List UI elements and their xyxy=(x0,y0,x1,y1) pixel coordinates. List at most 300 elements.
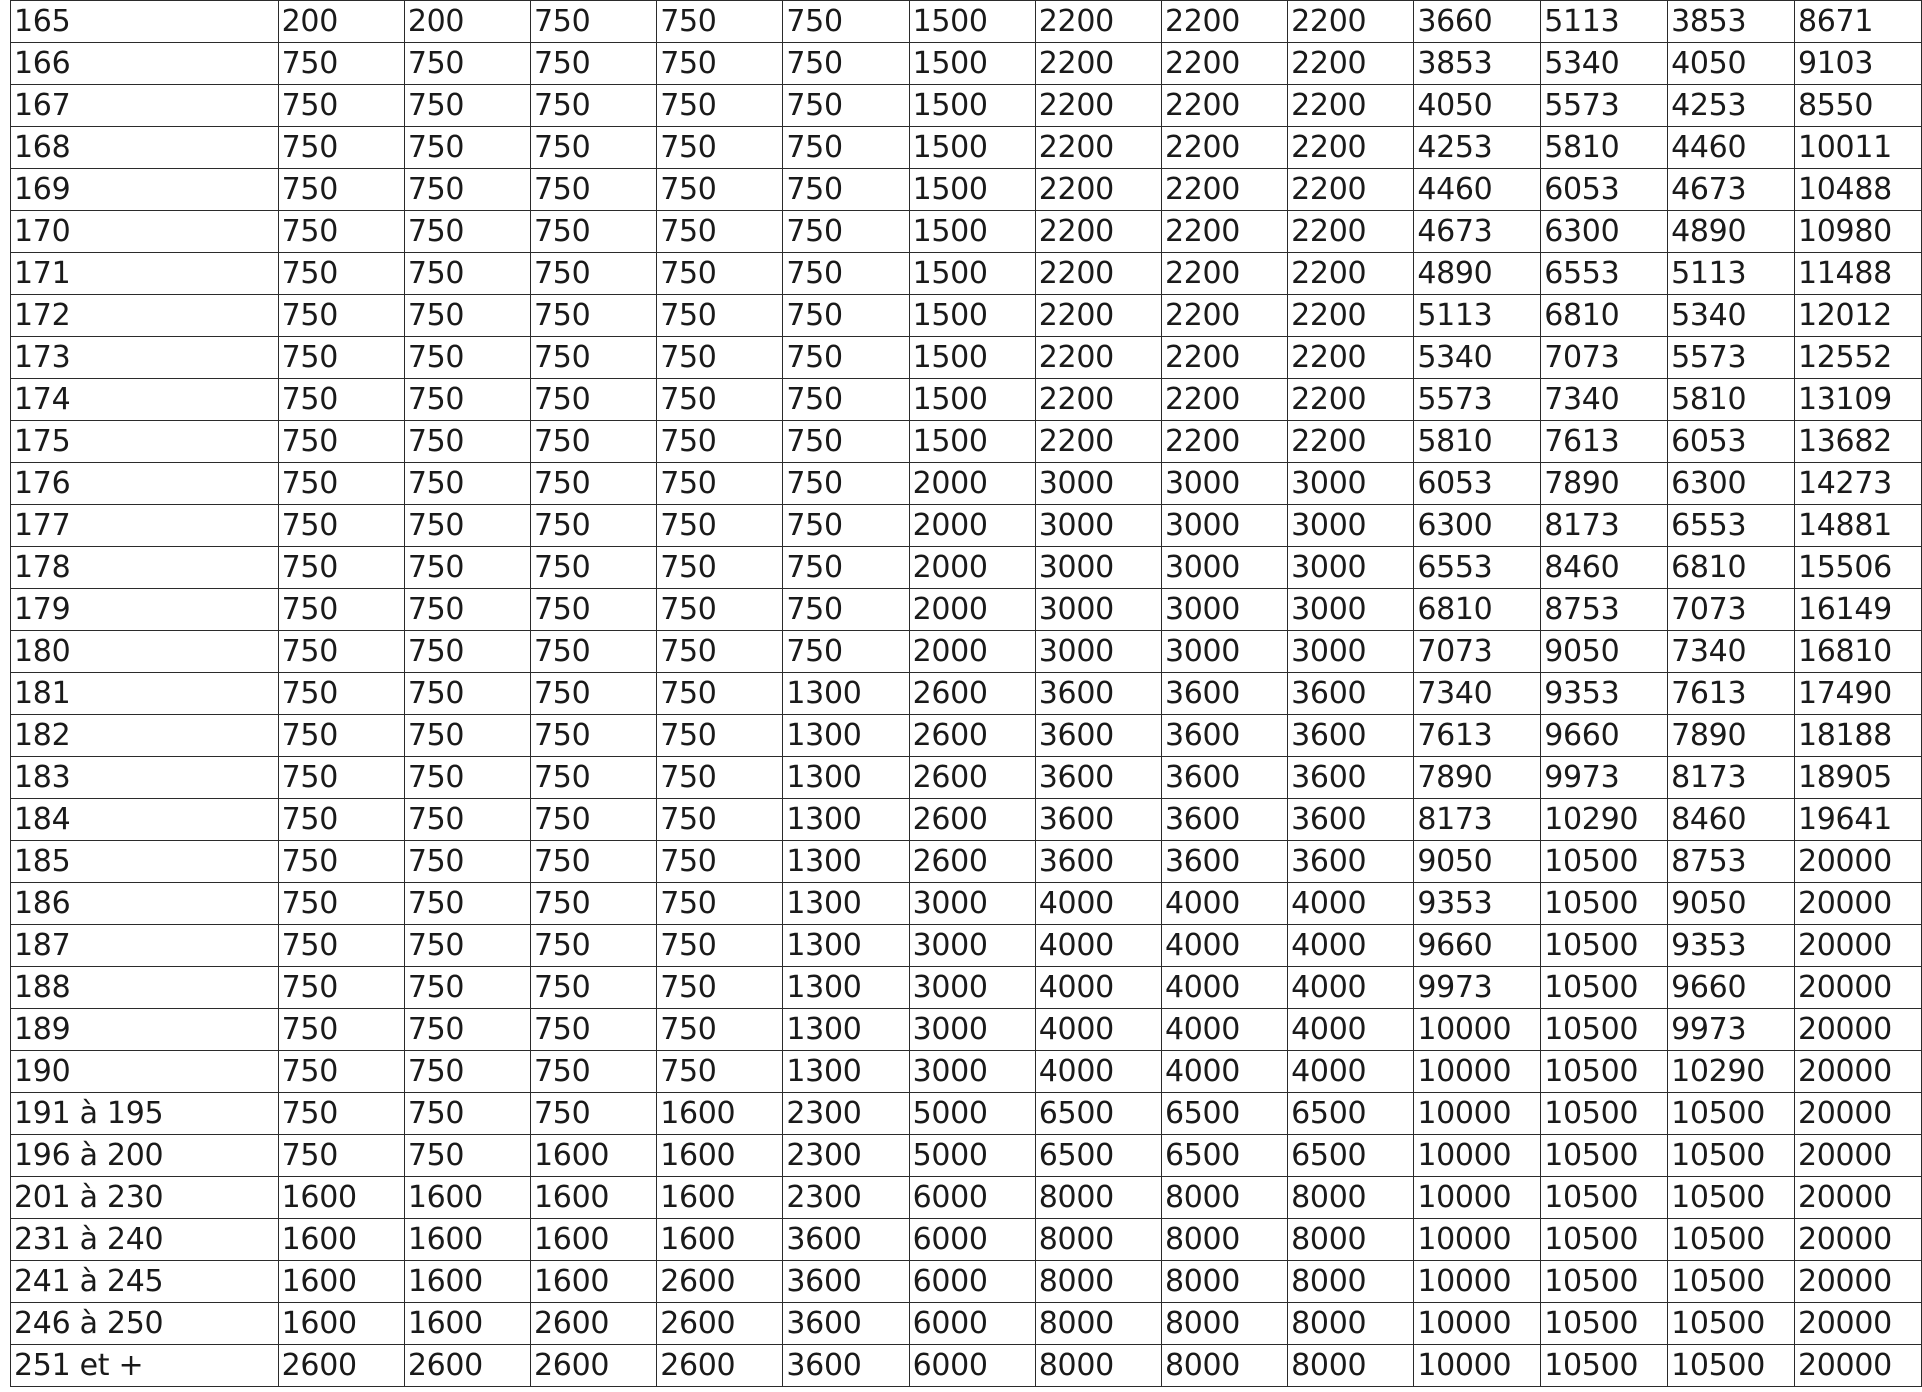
table-cell: 6810 xyxy=(1668,547,1795,589)
row-header-cell: 181 xyxy=(11,673,279,715)
table-cell: 1500 xyxy=(909,211,1035,253)
table-cell: 10000 xyxy=(1414,1261,1541,1303)
table-cell: 10500 xyxy=(1541,883,1668,925)
table-cell: 8000 xyxy=(1035,1219,1161,1261)
table-cell: 3000 xyxy=(1035,505,1161,547)
table-cell: 750 xyxy=(404,463,530,505)
table-cell: 10500 xyxy=(1541,1009,1668,1051)
table-cell: 750 xyxy=(657,127,783,169)
table-cell: 750 xyxy=(404,757,530,799)
table-cell: 4890 xyxy=(1414,253,1541,295)
table-cell: 4673 xyxy=(1668,169,1795,211)
table-cell: 750 xyxy=(783,295,909,337)
row-header-cell: 196 à 200 xyxy=(11,1135,279,1177)
table-cell: 6000 xyxy=(909,1261,1035,1303)
table-cell: 5573 xyxy=(1414,379,1541,421)
table-cell: 3000 xyxy=(909,925,1035,967)
table-cell: 2600 xyxy=(909,757,1035,799)
table-cell: 4000 xyxy=(1161,1051,1287,1093)
table-cell: 750 xyxy=(278,379,404,421)
table-cell: 750 xyxy=(531,127,657,169)
table-cell: 1300 xyxy=(783,841,909,883)
table-row xyxy=(11,1345,1922,1387)
table-cell: 10011 xyxy=(1794,127,1921,169)
table-cell: 1600 xyxy=(657,1093,783,1135)
table-row xyxy=(11,1177,1922,1219)
table-cell: 2600 xyxy=(657,1303,783,1345)
table-cell: 2200 xyxy=(1035,43,1161,85)
table-cell: 750 xyxy=(657,337,783,379)
table-cell: 6000 xyxy=(909,1177,1035,1219)
table-cell: 8173 xyxy=(1668,757,1795,799)
table-cell: 750 xyxy=(404,631,530,673)
table-cell: 5573 xyxy=(1668,337,1795,379)
row-header-cell: 191 à 195 xyxy=(11,1093,279,1135)
table-cell: 7890 xyxy=(1414,757,1541,799)
table-cell: 1600 xyxy=(657,1219,783,1261)
table-cell: 750 xyxy=(278,337,404,379)
table-cell: 1600 xyxy=(404,1219,530,1261)
table-cell: 2300 xyxy=(783,1093,909,1135)
table-cell: 10500 xyxy=(1668,1303,1795,1345)
table-cell: 10000 xyxy=(1414,1345,1541,1387)
table-cell: 7613 xyxy=(1541,421,1668,463)
table-cell: 16149 xyxy=(1794,589,1921,631)
table-cell: 4000 xyxy=(1035,925,1161,967)
table-cell: 750 xyxy=(783,253,909,295)
table-cell: 2200 xyxy=(1035,337,1161,379)
table-row xyxy=(11,841,1922,883)
table-cell: 7340 xyxy=(1668,631,1795,673)
table-cell: 750 xyxy=(531,757,657,799)
table-row xyxy=(11,43,1922,85)
row-header-cell: 246 à 250 xyxy=(11,1303,279,1345)
table-cell: 750 xyxy=(278,85,404,127)
table-cell: 750 xyxy=(657,421,783,463)
table-cell: 750 xyxy=(783,421,909,463)
table-cell: 6553 xyxy=(1668,505,1795,547)
table-cell: 750 xyxy=(531,883,657,925)
table-cell: 2200 xyxy=(1161,43,1287,85)
table-cell: 3000 xyxy=(1161,463,1287,505)
table-row xyxy=(11,127,1922,169)
table-cell: 750 xyxy=(657,295,783,337)
table-cell: 6300 xyxy=(1668,463,1795,505)
table-cell: 8753 xyxy=(1668,841,1795,883)
table-cell: 3853 xyxy=(1414,43,1541,85)
table-cell: 5113 xyxy=(1541,1,1668,43)
table-cell: 10500 xyxy=(1541,967,1668,1009)
table-cell: 1300 xyxy=(783,1009,909,1051)
table-row xyxy=(11,799,1922,841)
table-cell: 750 xyxy=(404,421,530,463)
table-cell: 3600 xyxy=(1161,673,1287,715)
table-cell: 750 xyxy=(531,379,657,421)
table-cell: 4000 xyxy=(1035,1009,1161,1051)
table-cell: 20000 xyxy=(1794,883,1921,925)
table-cell: 10500 xyxy=(1668,1345,1795,1387)
table-cell: 750 xyxy=(531,1009,657,1051)
table-cell: 1600 xyxy=(404,1261,530,1303)
table-cell: 4000 xyxy=(1161,925,1287,967)
table-cell: 10500 xyxy=(1541,1093,1668,1135)
table-cell: 2200 xyxy=(1035,169,1161,211)
table-cell: 750 xyxy=(404,673,530,715)
table-cell: 20000 xyxy=(1794,1261,1921,1303)
table-cell: 750 xyxy=(531,505,657,547)
table-cell: 20000 xyxy=(1794,1093,1921,1135)
table-cell: 18905 xyxy=(1794,757,1921,799)
table-cell: 16810 xyxy=(1794,631,1921,673)
table-cell: 2000 xyxy=(909,631,1035,673)
table-cell: 2200 xyxy=(1288,85,1414,127)
table-cell: 200 xyxy=(278,1,404,43)
table-cell: 10000 xyxy=(1414,1177,1541,1219)
table-cell: 10500 xyxy=(1668,1261,1795,1303)
table-cell: 750 xyxy=(657,1051,783,1093)
table-cell: 9973 xyxy=(1414,967,1541,1009)
table-cell: 4000 xyxy=(1288,1009,1414,1051)
row-header-cell: 231 à 240 xyxy=(11,1219,279,1261)
table-cell: 3600 xyxy=(1161,799,1287,841)
table-row xyxy=(11,967,1922,1009)
row-header-cell: 174 xyxy=(11,379,279,421)
table-cell: 750 xyxy=(404,841,530,883)
table-cell: 3000 xyxy=(1161,505,1287,547)
table-cell: 2200 xyxy=(1161,85,1287,127)
table-cell: 750 xyxy=(404,85,530,127)
table-cell: 2200 xyxy=(1035,1,1161,43)
table-cell: 750 xyxy=(278,1051,404,1093)
table-cell: 9050 xyxy=(1668,883,1795,925)
table-cell: 2600 xyxy=(531,1303,657,1345)
table-cell: 3000 xyxy=(909,967,1035,1009)
row-header-cell: 175 xyxy=(11,421,279,463)
table-row xyxy=(11,421,1922,463)
table-cell: 750 xyxy=(657,715,783,757)
table-cell: 750 xyxy=(278,925,404,967)
table-cell: 750 xyxy=(404,547,530,589)
table-cell: 750 xyxy=(531,421,657,463)
table-cell: 1600 xyxy=(657,1135,783,1177)
table-cell: 4253 xyxy=(1668,85,1795,127)
table-cell: 750 xyxy=(278,211,404,253)
table-cell: 750 xyxy=(531,85,657,127)
table-cell: 10500 xyxy=(1541,1135,1668,1177)
table-cell: 750 xyxy=(783,589,909,631)
table-cell: 3660 xyxy=(1414,1,1541,43)
table-cell: 3600 xyxy=(1288,757,1414,799)
row-header-cell: 187 xyxy=(11,925,279,967)
table-cell: 4673 xyxy=(1414,211,1541,253)
table-cell: 750 xyxy=(657,967,783,1009)
table-cell: 3000 xyxy=(1161,589,1287,631)
table-cell: 7890 xyxy=(1668,715,1795,757)
table-cell: 2600 xyxy=(909,799,1035,841)
table-cell: 750 xyxy=(657,841,783,883)
table-cell: 8000 xyxy=(1288,1177,1414,1219)
table-cell: 2200 xyxy=(1288,421,1414,463)
table-cell: 10000 xyxy=(1414,1303,1541,1345)
table-cell: 1500 xyxy=(909,85,1035,127)
table-cell: 9353 xyxy=(1414,883,1541,925)
table-cell: 1600 xyxy=(531,1177,657,1219)
row-header-cell: 172 xyxy=(11,295,279,337)
table-cell: 750 xyxy=(783,337,909,379)
table-cell: 750 xyxy=(783,85,909,127)
table-cell: 3600 xyxy=(783,1219,909,1261)
table-cell: 1300 xyxy=(783,967,909,1009)
table-cell: 1600 xyxy=(278,1303,404,1345)
table-row xyxy=(11,1051,1922,1093)
table-cell: 750 xyxy=(404,589,530,631)
table-cell: 4000 xyxy=(1288,967,1414,1009)
table-cell: 3000 xyxy=(1288,589,1414,631)
table-cell: 750 xyxy=(404,295,530,337)
table-cell: 750 xyxy=(531,253,657,295)
table-cell: 1500 xyxy=(909,295,1035,337)
table-cell: 8460 xyxy=(1668,799,1795,841)
table-cell: 13682 xyxy=(1794,421,1921,463)
table-cell: 7613 xyxy=(1668,673,1795,715)
table-cell: 750 xyxy=(657,883,783,925)
table-cell: 14881 xyxy=(1794,505,1921,547)
table-row xyxy=(11,295,1922,337)
table-cell: 750 xyxy=(404,1135,530,1177)
row-header-cell: 177 xyxy=(11,505,279,547)
table-row xyxy=(11,757,1922,799)
table-cell: 750 xyxy=(278,1009,404,1051)
table-cell: 1600 xyxy=(278,1261,404,1303)
table-cell: 6810 xyxy=(1541,295,1668,337)
table-cell: 5113 xyxy=(1668,253,1795,295)
table-cell: 9660 xyxy=(1414,925,1541,967)
table-cell: 750 xyxy=(783,43,909,85)
table-cell: 2200 xyxy=(1288,253,1414,295)
table-cell: 9050 xyxy=(1414,841,1541,883)
table-cell: 6000 xyxy=(909,1219,1035,1261)
table-body xyxy=(11,1,1922,1387)
table-cell: 4050 xyxy=(1414,85,1541,127)
table-cell: 9353 xyxy=(1541,673,1668,715)
table-cell: 10500 xyxy=(1541,1219,1668,1261)
table-cell: 750 xyxy=(404,505,530,547)
table-cell: 11488 xyxy=(1794,253,1921,295)
table-cell: 5340 xyxy=(1541,43,1668,85)
table-row xyxy=(11,169,1922,211)
table-cell: 3000 xyxy=(909,1009,1035,1051)
table-cell: 1300 xyxy=(783,925,909,967)
table-cell: 750 xyxy=(657,379,783,421)
table-cell: 750 xyxy=(657,85,783,127)
table-cell: 750 xyxy=(657,757,783,799)
table-cell: 750 xyxy=(278,589,404,631)
table-cell: 20000 xyxy=(1794,925,1921,967)
table-row xyxy=(11,715,1922,757)
table-cell: 1500 xyxy=(909,337,1035,379)
table-cell: 2200 xyxy=(1161,127,1287,169)
table-cell: 6810 xyxy=(1414,589,1541,631)
row-header-cell: 186 xyxy=(11,883,279,925)
table-cell: 4000 xyxy=(1288,1051,1414,1093)
table-cell: 20000 xyxy=(1794,1303,1921,1345)
table-cell: 2200 xyxy=(1161,379,1287,421)
table-cell: 3600 xyxy=(1288,799,1414,841)
table-cell: 6000 xyxy=(909,1345,1035,1387)
table-cell: 7340 xyxy=(1414,673,1541,715)
table-cell: 750 xyxy=(531,1051,657,1093)
table-cell: 750 xyxy=(278,547,404,589)
table-cell: 750 xyxy=(404,169,530,211)
table-cell: 4000 xyxy=(1288,883,1414,925)
table-cell: 5340 xyxy=(1414,337,1541,379)
table-cell: 20000 xyxy=(1794,841,1921,883)
row-header-cell: 201 à 230 xyxy=(11,1177,279,1219)
table-cell: 10500 xyxy=(1668,1177,1795,1219)
table-row xyxy=(11,883,1922,925)
table-cell: 3600 xyxy=(1161,715,1287,757)
table-cell: 2600 xyxy=(909,715,1035,757)
table-cell: 750 xyxy=(278,43,404,85)
table-cell: 8000 xyxy=(1288,1219,1414,1261)
table-row xyxy=(11,631,1922,673)
table-cell: 2200 xyxy=(1035,127,1161,169)
table-cell: 15506 xyxy=(1794,547,1921,589)
table-cell: 2600 xyxy=(909,841,1035,883)
table-cell: 750 xyxy=(657,463,783,505)
table-cell: 9103 xyxy=(1794,43,1921,85)
table-cell: 750 xyxy=(404,1009,530,1051)
table-cell: 8173 xyxy=(1414,799,1541,841)
table-cell: 750 xyxy=(531,337,657,379)
table-cell: 10500 xyxy=(1668,1135,1795,1177)
table-cell: 2000 xyxy=(909,463,1035,505)
table-cell: 1500 xyxy=(909,421,1035,463)
table-cell: 3000 xyxy=(1035,589,1161,631)
table-cell: 750 xyxy=(404,925,530,967)
table-cell: 8000 xyxy=(1161,1261,1287,1303)
table-cell: 3600 xyxy=(783,1261,909,1303)
table-cell: 18188 xyxy=(1794,715,1921,757)
table-cell: 750 xyxy=(404,1051,530,1093)
table-cell: 10500 xyxy=(1541,1051,1668,1093)
table-cell: 750 xyxy=(278,127,404,169)
table-cell: 3600 xyxy=(783,1345,909,1387)
table-cell: 3000 xyxy=(1161,547,1287,589)
table-cell: 3600 xyxy=(1035,757,1161,799)
table-cell: 7613 xyxy=(1414,715,1541,757)
row-header-cell: 189 xyxy=(11,1009,279,1051)
table-cell: 3000 xyxy=(1288,631,1414,673)
table-cell: 750 xyxy=(531,1,657,43)
table-cell: 8671 xyxy=(1794,1,1921,43)
table-cell: 8550 xyxy=(1794,85,1921,127)
table-cell: 2200 xyxy=(1161,421,1287,463)
table-cell: 20000 xyxy=(1794,1051,1921,1093)
table-row xyxy=(11,1135,1922,1177)
table-cell: 750 xyxy=(531,463,657,505)
table-cell: 750 xyxy=(531,631,657,673)
table-cell: 4000 xyxy=(1035,883,1161,925)
table-cell: 8000 xyxy=(1288,1345,1414,1387)
row-header-cell: 169 xyxy=(11,169,279,211)
table-cell: 8000 xyxy=(1161,1345,1287,1387)
table-cell: 750 xyxy=(531,547,657,589)
table-cell: 750 xyxy=(657,505,783,547)
table-cell: 5000 xyxy=(909,1093,1035,1135)
row-header-cell: 190 xyxy=(11,1051,279,1093)
table-cell: 20000 xyxy=(1794,1219,1921,1261)
row-header-cell: 173 xyxy=(11,337,279,379)
table-cell: 750 xyxy=(657,253,783,295)
table-cell: 1500 xyxy=(909,379,1035,421)
table-row xyxy=(11,1009,1922,1051)
table-cell: 2200 xyxy=(1035,253,1161,295)
table-cell: 750 xyxy=(783,211,909,253)
table-cell: 14273 xyxy=(1794,463,1921,505)
table-cell: 750 xyxy=(278,967,404,1009)
table-cell: 750 xyxy=(783,547,909,589)
table-cell: 10488 xyxy=(1794,169,1921,211)
table-cell: 2200 xyxy=(1035,295,1161,337)
table-cell: 750 xyxy=(657,925,783,967)
table-cell: 9973 xyxy=(1668,1009,1795,1051)
table-cell: 2200 xyxy=(1161,211,1287,253)
table-cell: 750 xyxy=(783,1,909,43)
table-cell: 8000 xyxy=(1035,1345,1161,1387)
table-cell: 750 xyxy=(783,631,909,673)
table-cell: 3600 xyxy=(1035,799,1161,841)
table-cell: 10000 xyxy=(1414,1135,1541,1177)
row-header-cell: 179 xyxy=(11,589,279,631)
table-cell: 750 xyxy=(278,1135,404,1177)
table-cell: 1300 xyxy=(783,883,909,925)
table-cell: 4890 xyxy=(1668,211,1795,253)
table-cell: 4253 xyxy=(1414,127,1541,169)
row-header-cell: 182 xyxy=(11,715,279,757)
table-cell: 10290 xyxy=(1668,1051,1795,1093)
table-cell: 2000 xyxy=(909,589,1035,631)
table-cell: 3000 xyxy=(909,883,1035,925)
table-cell: 3000 xyxy=(1035,631,1161,673)
table-cell: 5810 xyxy=(1414,421,1541,463)
table-cell: 1500 xyxy=(909,1,1035,43)
table-cell: 2200 xyxy=(1161,169,1287,211)
table-cell: 750 xyxy=(404,337,530,379)
table-cell: 10500 xyxy=(1541,1177,1668,1219)
table-cell: 1600 xyxy=(404,1303,530,1345)
table-cell: 1600 xyxy=(531,1261,657,1303)
table-cell: 20000 xyxy=(1794,1009,1921,1051)
table-cell: 750 xyxy=(278,253,404,295)
table-cell: 5113 xyxy=(1414,295,1541,337)
table-cell: 10980 xyxy=(1794,211,1921,253)
table-cell: 750 xyxy=(404,715,530,757)
table-cell: 8460 xyxy=(1541,547,1668,589)
table-cell: 10500 xyxy=(1541,1261,1668,1303)
table-cell: 2600 xyxy=(404,1345,530,1387)
row-header-cell: 188 xyxy=(11,967,279,1009)
row-header-cell: 184 xyxy=(11,799,279,841)
table-cell: 13109 xyxy=(1794,379,1921,421)
table-cell: 6500 xyxy=(1035,1093,1161,1135)
table-cell: 750 xyxy=(531,715,657,757)
table-cell: 17490 xyxy=(1794,673,1921,715)
table-cell: 750 xyxy=(278,421,404,463)
table-cell: 9660 xyxy=(1541,715,1668,757)
table-cell: 8000 xyxy=(1288,1261,1414,1303)
table-cell: 8753 xyxy=(1541,589,1668,631)
